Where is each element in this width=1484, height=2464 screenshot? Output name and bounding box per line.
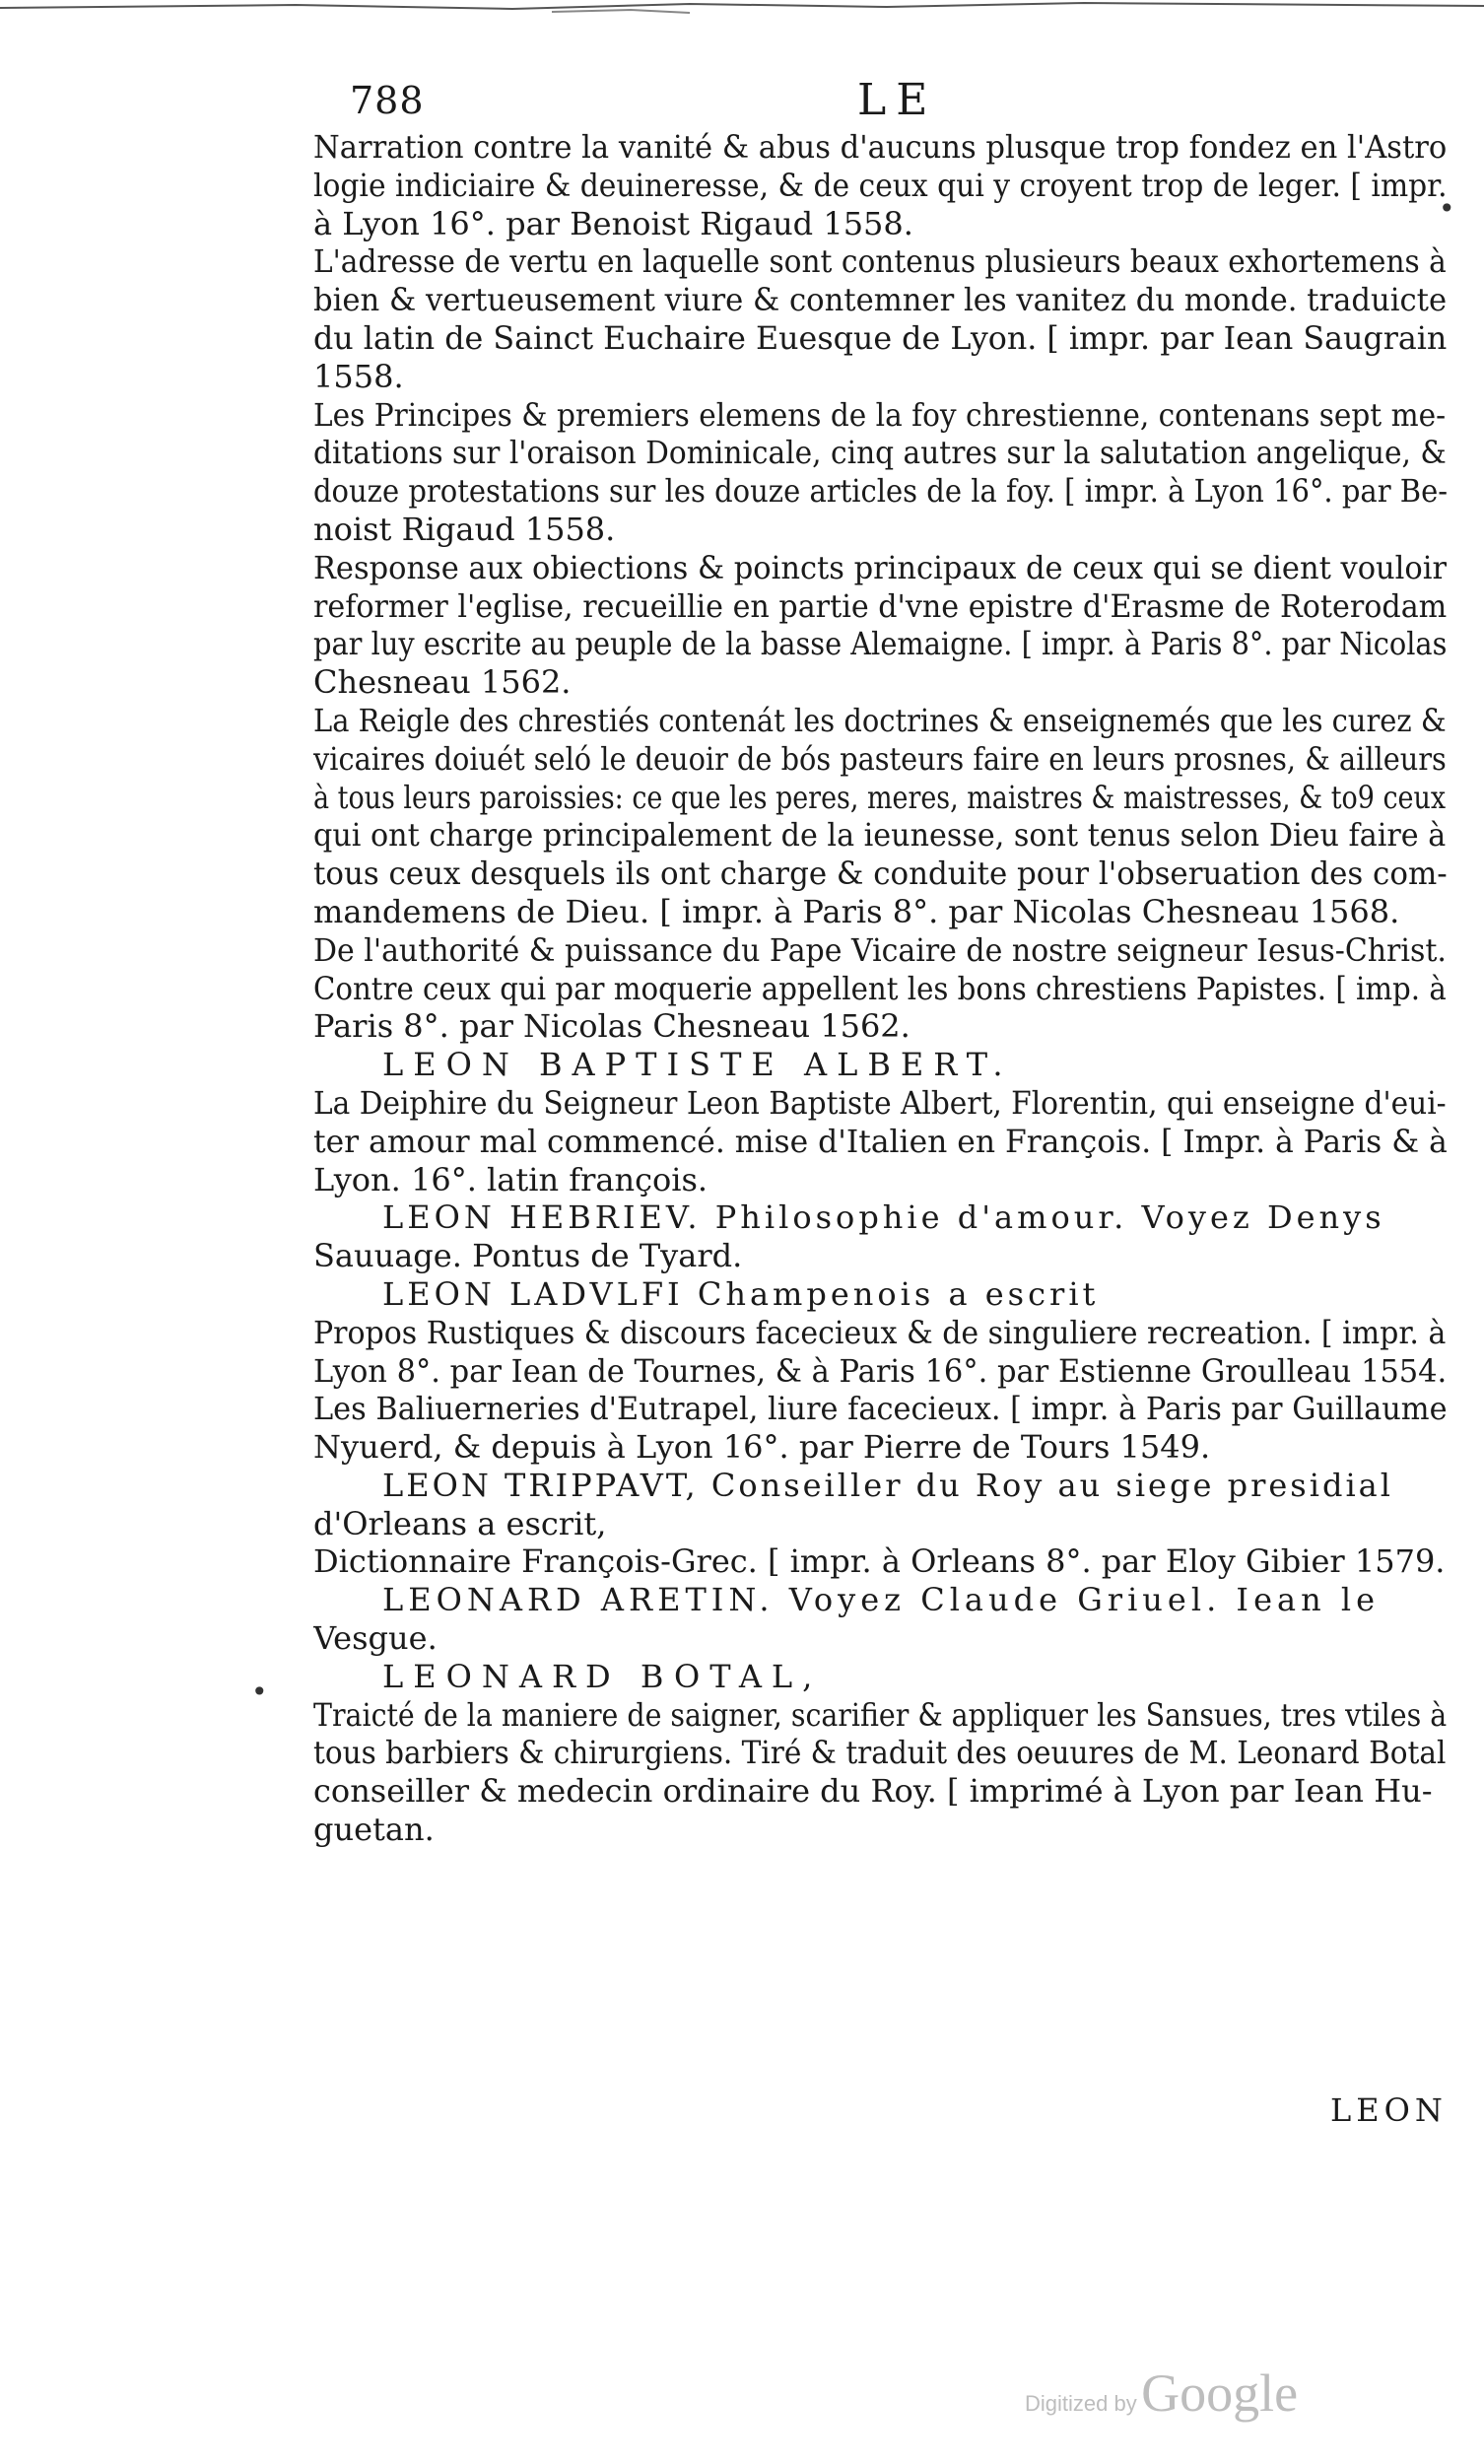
text-line: noist Rigaud 1558. [313, 510, 616, 548]
text-line: logie indiciaire & deuineresse, & de ceux qui y croyent trop de leger. [ impr. [313, 166, 1448, 204]
text-line: La Deiphire du Seigneur Leon Baptiste Albert, Florentin, qui enseigne d'eui- [313, 1083, 1447, 1122]
text-line: 1558. [313, 357, 404, 395]
running-head: LE [857, 75, 938, 125]
page-body [313, 128, 1447, 1849]
text-line: par luy escrite au peuple de la basse Alemaigne. [ impr. à Paris 8°. par Nicolas [313, 625, 1448, 663]
author-heading: LEON HEBRIEV. Philosophie d'amour. Voyez Denys [382, 1198, 1385, 1237]
text-line: Nyuerd, & depuis à Lyon 16°. par Pierre de Tours 1549. [313, 1428, 1211, 1467]
text-line: bien & vertueusement viure & contemner les vanitez du monde. traduicte [313, 281, 1448, 319]
author-heading: LEONARD BOTAL, [382, 1657, 823, 1695]
text-line: mandemens de Dieu. [ impr. à Paris 8°. par Nicolas Chesneau 1568. [313, 892, 1400, 930]
margin-mark: • [1439, 192, 1455, 225]
text-line: Chesneau 1562. [313, 663, 572, 702]
text-line: du latin de Sainct Euchaire Euesque de Lyon. [ impr. par Iean Saugrain [313, 318, 1448, 357]
author-heading: LEON BAPTISTE ALBERT. [382, 1046, 1013, 1084]
text-line: La Reigle des chrestiés contenát les doctrines & enseignemés que les curez & [313, 701, 1447, 739]
text-line: Lyon 8°. par Iean de Tournes, & à Paris 16°. par Estienne Groulleau 1554. [313, 1351, 1448, 1390]
author-heading: LEON LADVLFI Champenois a escrit [382, 1274, 1100, 1313]
page-number: 788 [350, 79, 425, 122]
text-line: Narration contre la vanité & abus d'aucuns plusque trop fondez en l'Astro [313, 128, 1447, 166]
author-heading: LEON TRIPPAVT, Conseiller du Roy au siege presidial [382, 1466, 1393, 1504]
text-line: tous ceux desquels ils ont charge & conduite pour l'obseruation des com- [313, 855, 1448, 893]
torn-top-edge [0, 0, 1484, 20]
text-line: De l'authorité & puissance du Pape Vicaire de nostre seigneur Iesus-Christ. [313, 930, 1447, 969]
text-line: Paris 8°. par Nicolas Chesneau 1562. [313, 1007, 911, 1046]
text-line: douze protestations sur les douze articles de la foy. [ impr. à Lyon 16°. par Be- [313, 472, 1448, 511]
text-line: vicaires doiuét seló le deuoir de bós pasteurs faire en leurs prosnes, & ailleurs [313, 739, 1447, 778]
text-line: Les Baliuerneries d'Eutrapel, liure facecieux. [ impr. à Paris par Guillaume [313, 1390, 1448, 1428]
text-line: Traicté de la maniere de saigner, scarifier & appliquer les Sansues, tres vtiles à [313, 1695, 1447, 1734]
text-line: Dictionnaire François-Grec. [ impr. à Orleans 8°. par Eloy Gibier 1579. [313, 1542, 1446, 1581]
text-line: reformer l'eglise, recueillie en partie d'vne epistre d'Erasme de Roterodam [313, 586, 1448, 625]
text-line: Lyon. 16°. latin françois. [313, 1160, 708, 1198]
text-line: Vesgue. [313, 1619, 438, 1658]
text-line: ditations sur l'oraison Dominicale, cinq autres sur la salutation angelique, & [313, 434, 1447, 472]
watermark-prefix: Digitized by [1025, 2391, 1137, 2416]
text-line: tous barbiers & chirurgiens. Tiré & traduit des oeuures de M. Leonard Botal [313, 1734, 1447, 1772]
text-line: conseiller & medecin ordinaire du Roy. [ imprimé à Lyon par Iean Hu- [313, 1772, 1433, 1811]
text-line: Les Principes & premiers elemens de la foy chrestienne, contenans sept me- [313, 395, 1447, 434]
text-line: Sauuage. Pontus de Tyard. [313, 1237, 743, 1275]
author-heading: LEONARD ARETIN. Voyez Claude Griuel. Iean le [382, 1581, 1381, 1619]
text-line: L'adresse de vertu en laquelle sont contenus plusieurs beaux exhortemens à [313, 242, 1447, 281]
text-line: Contre ceux qui par moquerie appellent les bons chrestiens Papistes. [ imp. à [313, 969, 1447, 1007]
margin-mark: • [251, 1676, 268, 1708]
text-line: à Lyon 16°. par Benoist Rigaud 1558. [313, 204, 913, 242]
google-logo: Google [1141, 2363, 1299, 2423]
text-line: ter amour mal commencé. mise d'Italien en François. [ Impr. à Paris & à [313, 1122, 1448, 1160]
text-line: Propos Rustiques & discours facecieux & de singuliere recreation. [ impr. à [313, 1313, 1447, 1351]
text-line: à tous leurs paroissies: ce que les peres, meres, maistres & maistresses, & to9 ceux [313, 778, 1447, 816]
text-line: guetan. [313, 1811, 435, 1849]
text-line: Response aux obiections & poincts principaux de ceux qui se dient vouloir [313, 548, 1448, 586]
text-line: qui ont charge principalement de la ieunesse, sont tenus selon Dieu faire à [313, 816, 1447, 855]
text-line: d'Orleans a escrit, [313, 1504, 607, 1542]
digitized-by-watermark [1025, 2362, 1298, 2424]
catchword: LEON [1330, 2091, 1448, 2129]
